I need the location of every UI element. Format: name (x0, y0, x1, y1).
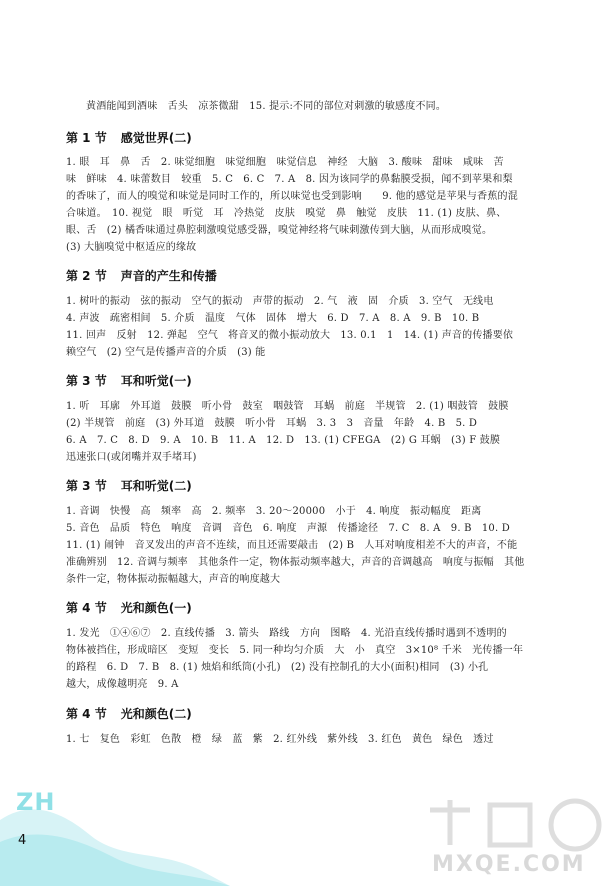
section-title: 光和颜色(二) (120, 707, 192, 721)
section-title: 耳和听觉(一) (120, 374, 192, 388)
section-number: 第 3 节 (66, 374, 107, 388)
answer-line: 1. 树叶的振动 弦的振动 空气的振动 声带的振动 2. 气 液 固 介质 3. 空气 无线电 (66, 296, 494, 307)
answer-line: 迅速张口(或闭嘴并双手堵耳) (66, 452, 197, 463)
answer-line: 1. 眼 耳 鼻 舌 2. 味觉细胞 味觉细胞 味觉信息 神经 大脑 3. 酸味 甜味 咸味 苦 (66, 157, 504, 168)
section-number: 第 4 节 (66, 601, 107, 615)
page-number: 4 (18, 833, 27, 848)
watermark-text: MXQE.COM (432, 852, 586, 877)
answer-line: 条件一定，物体振动振幅越大，声音的响度越大 (66, 574, 281, 585)
section-heading (66, 268, 217, 284)
answer-line: 越大，成像越明亮 9. A (66, 679, 179, 690)
answer-line: 1. 音调 快慢 高 频率 高 2. 频率 3. 20～20000 小于 4. 响度 振动幅度 距离 (66, 506, 482, 517)
section-title: 耳和听觉(二) (120, 479, 192, 493)
answer-line: 11. 回声 反射 12. 弹起 空气 将音叉的微小振动放大 13. 0.1 1 14. (1) 声音的传播要依 (66, 330, 514, 341)
section-heading (66, 373, 192, 389)
answer-line: 赖空气 (2) 空气是传播声音的介质 (3) 能 (66, 347, 266, 358)
answer-line: 1. 发光 ①④⑥⑦ 2. 直线传播 3. 箭头 路线 方向 图略 4. 光沿直线传播时遇到不透明的 (66, 628, 507, 639)
answer-line: 准确辨别 12. 音调与频率 其他条件一定，物体振动频率越大，声音的音调越高 响度与振幅 其他 (66, 557, 525, 568)
section-title: 声音的产生和传播 (120, 269, 217, 283)
section-number: 第 3 节 (66, 479, 107, 493)
answer-line: 物体被挡住，形成暗区 变短 变长 5. 同一种均匀介质 大 小 真空 3×10⁸ 千米 光传播一年 (66, 645, 524, 656)
section-title: 感觉世界(二) (120, 131, 192, 145)
answer-line: 的路程 6. D 7. B 8. (1) 烛焰和纸筒(小孔) (2) 没有控制孔的大小(面积)相同 (3) 小孔 (66, 662, 489, 673)
answer-line: 4. 声波 疏密相间 5. 介质 温度 气体 固体 增大 6. D 7. A 8. A 9. B 10. B (66, 313, 480, 324)
section-number: 第 1 节 (66, 131, 107, 145)
answer-line: 11. (1) 闹钟 音叉发出的声音不连续，而且还需要敲击 (2) B 人耳对响度相差不大的声音，不能 (66, 540, 518, 551)
answer-line: 6. A 7. C 8. D 9. A 10. B 11. A 12. D 13. (1) CFEGA (2) G 耳蜗 (3) F 鼓膜 (66, 435, 501, 446)
section-number: 第 2 节 (66, 269, 107, 283)
answer-line: 1. 七 复色 彩虹 色散 橙 绿 蓝 紫 2. 红外线 紫外线 3. 红色 黄色 绿色 透过 (66, 734, 494, 745)
answer-line: (3) 大脑嗅觉中枢适应的缘故 (66, 242, 197, 253)
answer-line: 1. 听 耳廓 外耳道 鼓膜 听小骨 鼓室 咽鼓管 耳蜗 前庭 半规管 2. (1) 咽鼓管 鼓膜 (66, 401, 509, 412)
section-heading (66, 706, 192, 722)
answer-line: 5. 音色 品质 特色 响度 音调 音色 6. 响度 声源 传播途径 7. C 8. A 9. B 10. D (66, 523, 510, 534)
brand-logo: ZH (16, 788, 56, 816)
answer-line: 眼、舌 (2) 橘香味通过鼻腔刺激嗅觉感受器，嗅觉神经将气味刺激传到大脑，从而形成嗅觉。 (66, 225, 493, 236)
section-heading (66, 478, 192, 494)
section-title: 光和颜色(一) (120, 601, 192, 615)
section-heading (66, 130, 192, 146)
answer-line: 的香味了，而人的嗅觉和味觉是同时工作的，所以味觉也受到影响 9. 他的感觉是苹果与香蕉的混 (66, 191, 518, 202)
answer-line: 合味道。 10. 视觉 眼 听觉 耳 冷热觉 皮肤 嗅觉 鼻 触觉 皮肤 11. (1) 皮肤、鼻、 (66, 208, 507, 219)
answer-line: 味 鲜味 4. 味蕾数目 较重 5. C 6. C 7. A 8. 因为该同学的鼻黏膜受损，闻不到苹果和梨 (66, 174, 513, 185)
intro-answer-line: 黄酒能闻到酒味 舌头 凉茶微甜 15. 提示:不同的部位对刺激的敏感度不同。 (86, 101, 447, 112)
answer-line: (2) 半规管 前庭 (3) 外耳道 鼓膜 听小骨 耳蜗 3. 3 3 音量 年龄 4. B 5. D (66, 418, 478, 429)
section-number: 第 4 节 (66, 707, 107, 721)
section-heading (66, 600, 192, 616)
